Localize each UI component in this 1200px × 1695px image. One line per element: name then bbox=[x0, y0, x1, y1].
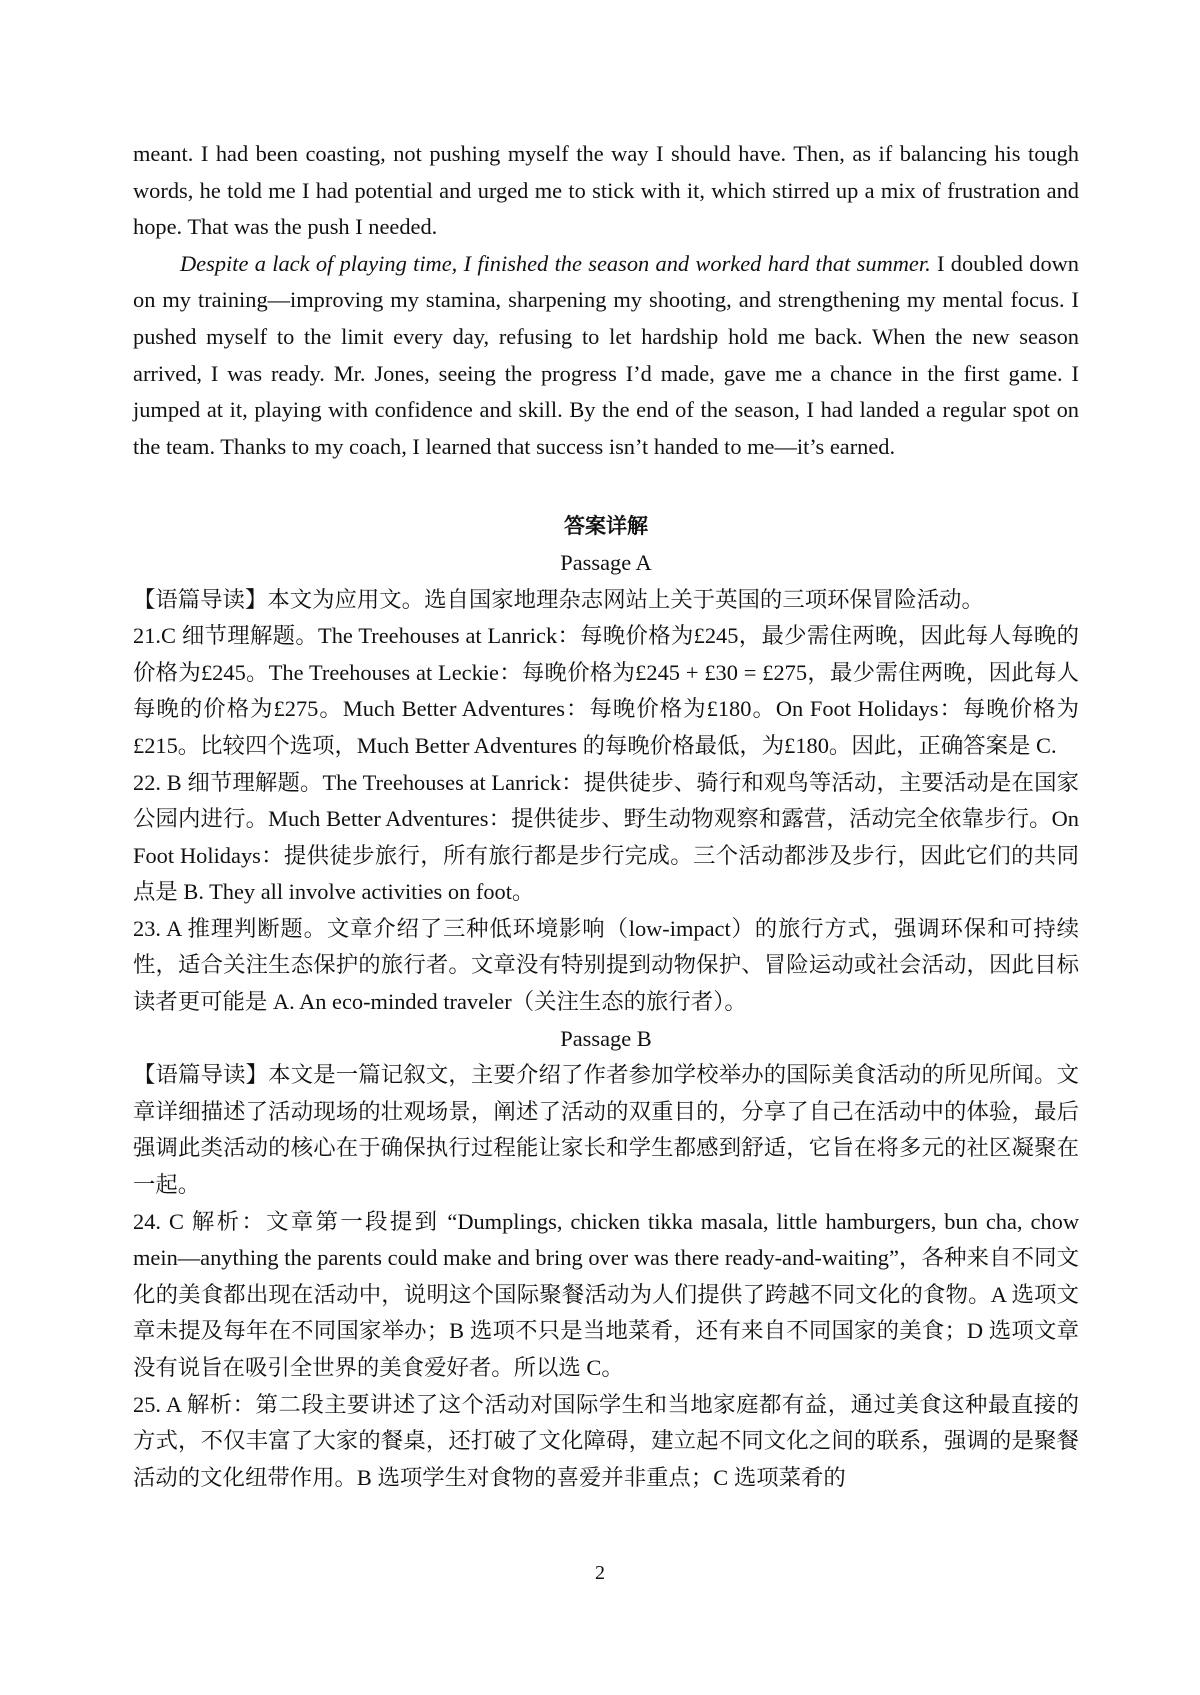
italic-sentence: Despite a lack of playing time, I finished the season and worked hard that summer. bbox=[180, 250, 931, 276]
answer-21: 21.C 细节理解题。The Treehouses at Lanrick：每晚价格为£245，最少需住两晚，因此每人每晚的价格为£245。The Treehouses at Leckie：每晚价格为£245 + £30 = £275，最少需住两晚，因此每人每晚的价格为£275。Much Better Adventures：每晚价格为£180。On Foot Holidays：每晚价格为£215。比较四个选项，Much Better Adventures 的每晚价格最低，为£180。因此，正确答案是 C. bbox=[133, 623, 1079, 758]
answer-25: 25. A 解析：第二段主要讲述了这个活动对国际学生和当地家庭都有益，通过美食这种最直接的方式，不仅丰富了大家的餐桌，还打破了文化障碍，建立起不同文化之间的联系，强调的是聚餐活动的文化纽带作用。B 选项学生对食物的喜爱并非重点；C 选项菜肴的 bbox=[133, 1391, 1079, 1490]
passage-b-title: Passage B bbox=[560, 1025, 652, 1051]
answer-24: 24. C 解析：文章第一段提到 “Dumplings, chicken tikka masala, little hamburgers, bun cha, chow mein—anything the parents could make and bring over was there ready-and-waiting”，各种来自不同文化的美食都出现在活动中，说明这个国际聚餐活动为人们提供了跨越不同文化的食物。A 选项文章未提及每年在不同国家举办；B 选项不只是当地菜肴，还有来自不同国家的美食；D 选项文章没有说旨在吸引全世界的美食爱好者。所以选 C。 bbox=[133, 1208, 1079, 1380]
passage-a-guide: 【语篇导读】本文为应用文。选自国家地理杂志网站上关于英国的三项环保冒险活动。 bbox=[133, 586, 984, 612]
page-number: 2 bbox=[595, 1562, 605, 1584]
passage-paragraph-2 bbox=[133, 246, 1079, 466]
answer-heading: 答案详解 bbox=[564, 514, 648, 539]
passage-a-title: Passage A bbox=[560, 549, 652, 575]
document-body bbox=[133, 136, 1079, 1496]
answer-23: 23. A 推理判断题。文章介绍了三种低环境影响（low-impact）的旅行方式，强调环保和可持续性，适合关注生态保护的旅行者。文章没有特别提到动物保护、冒险运动或社会活动，因此目标读者更可能是 A. An eco-minded traveler（关注生态的旅行者）。 bbox=[133, 915, 1079, 1015]
paragraph-2-rest: I doubled down on my training—improving my stamina, sharpening my shooting, and strengthening my mental focus. I pushed myself to the limit every day, refusing to let hardship hold me back. When the new season arrived, I was ready. Mr. Jones, seeing the progress I’d made, gave me a chance in the first game. I jumped at it, playing with confidence and skill. By the end of the season, I had landed a regular spot on the team. Thanks to my coach, I learned that success isn’t handed to me—it’s earned. bbox=[133, 250, 1080, 459]
answer-22: 22. B 细节理解题。The Treehouses at Lanrick：提供徒步、骑行和观鸟等活动，主要活动是在国家公园内进行。Much Better Adventures：提供徒步、野生动物观察和露营，活动完全依靠步行。On Foot Holidays：提供徒步旅行，所有旅行都是步行完成。三个活动都涉及步行，因此它们的共同点是 B. They all involve activities on foot。 bbox=[133, 769, 1079, 905]
passage-b-guide: 【语篇导读】本文是一篇记叙文，主要介绍了作者参加学校举办的国际美食活动的所见所闻。文章详细描述了活动现场的壮观场景，阐述了活动的双重目的，分享了自己在活动中的体验，最后强调此类活动的核心在于确保执行过程能让家长和学生都感到舒适，它旨在将多元的社区凝聚在一起。 bbox=[133, 1062, 1079, 1198]
passage-paragraph-1: meant. I had been coasting, not pushing myself the way I should have. Then, as if balancing his tough words, he told me I had potential and urged me to stick with it, which stirred up a mix of frustration and hope. That was the push I needed. bbox=[133, 141, 1079, 240]
